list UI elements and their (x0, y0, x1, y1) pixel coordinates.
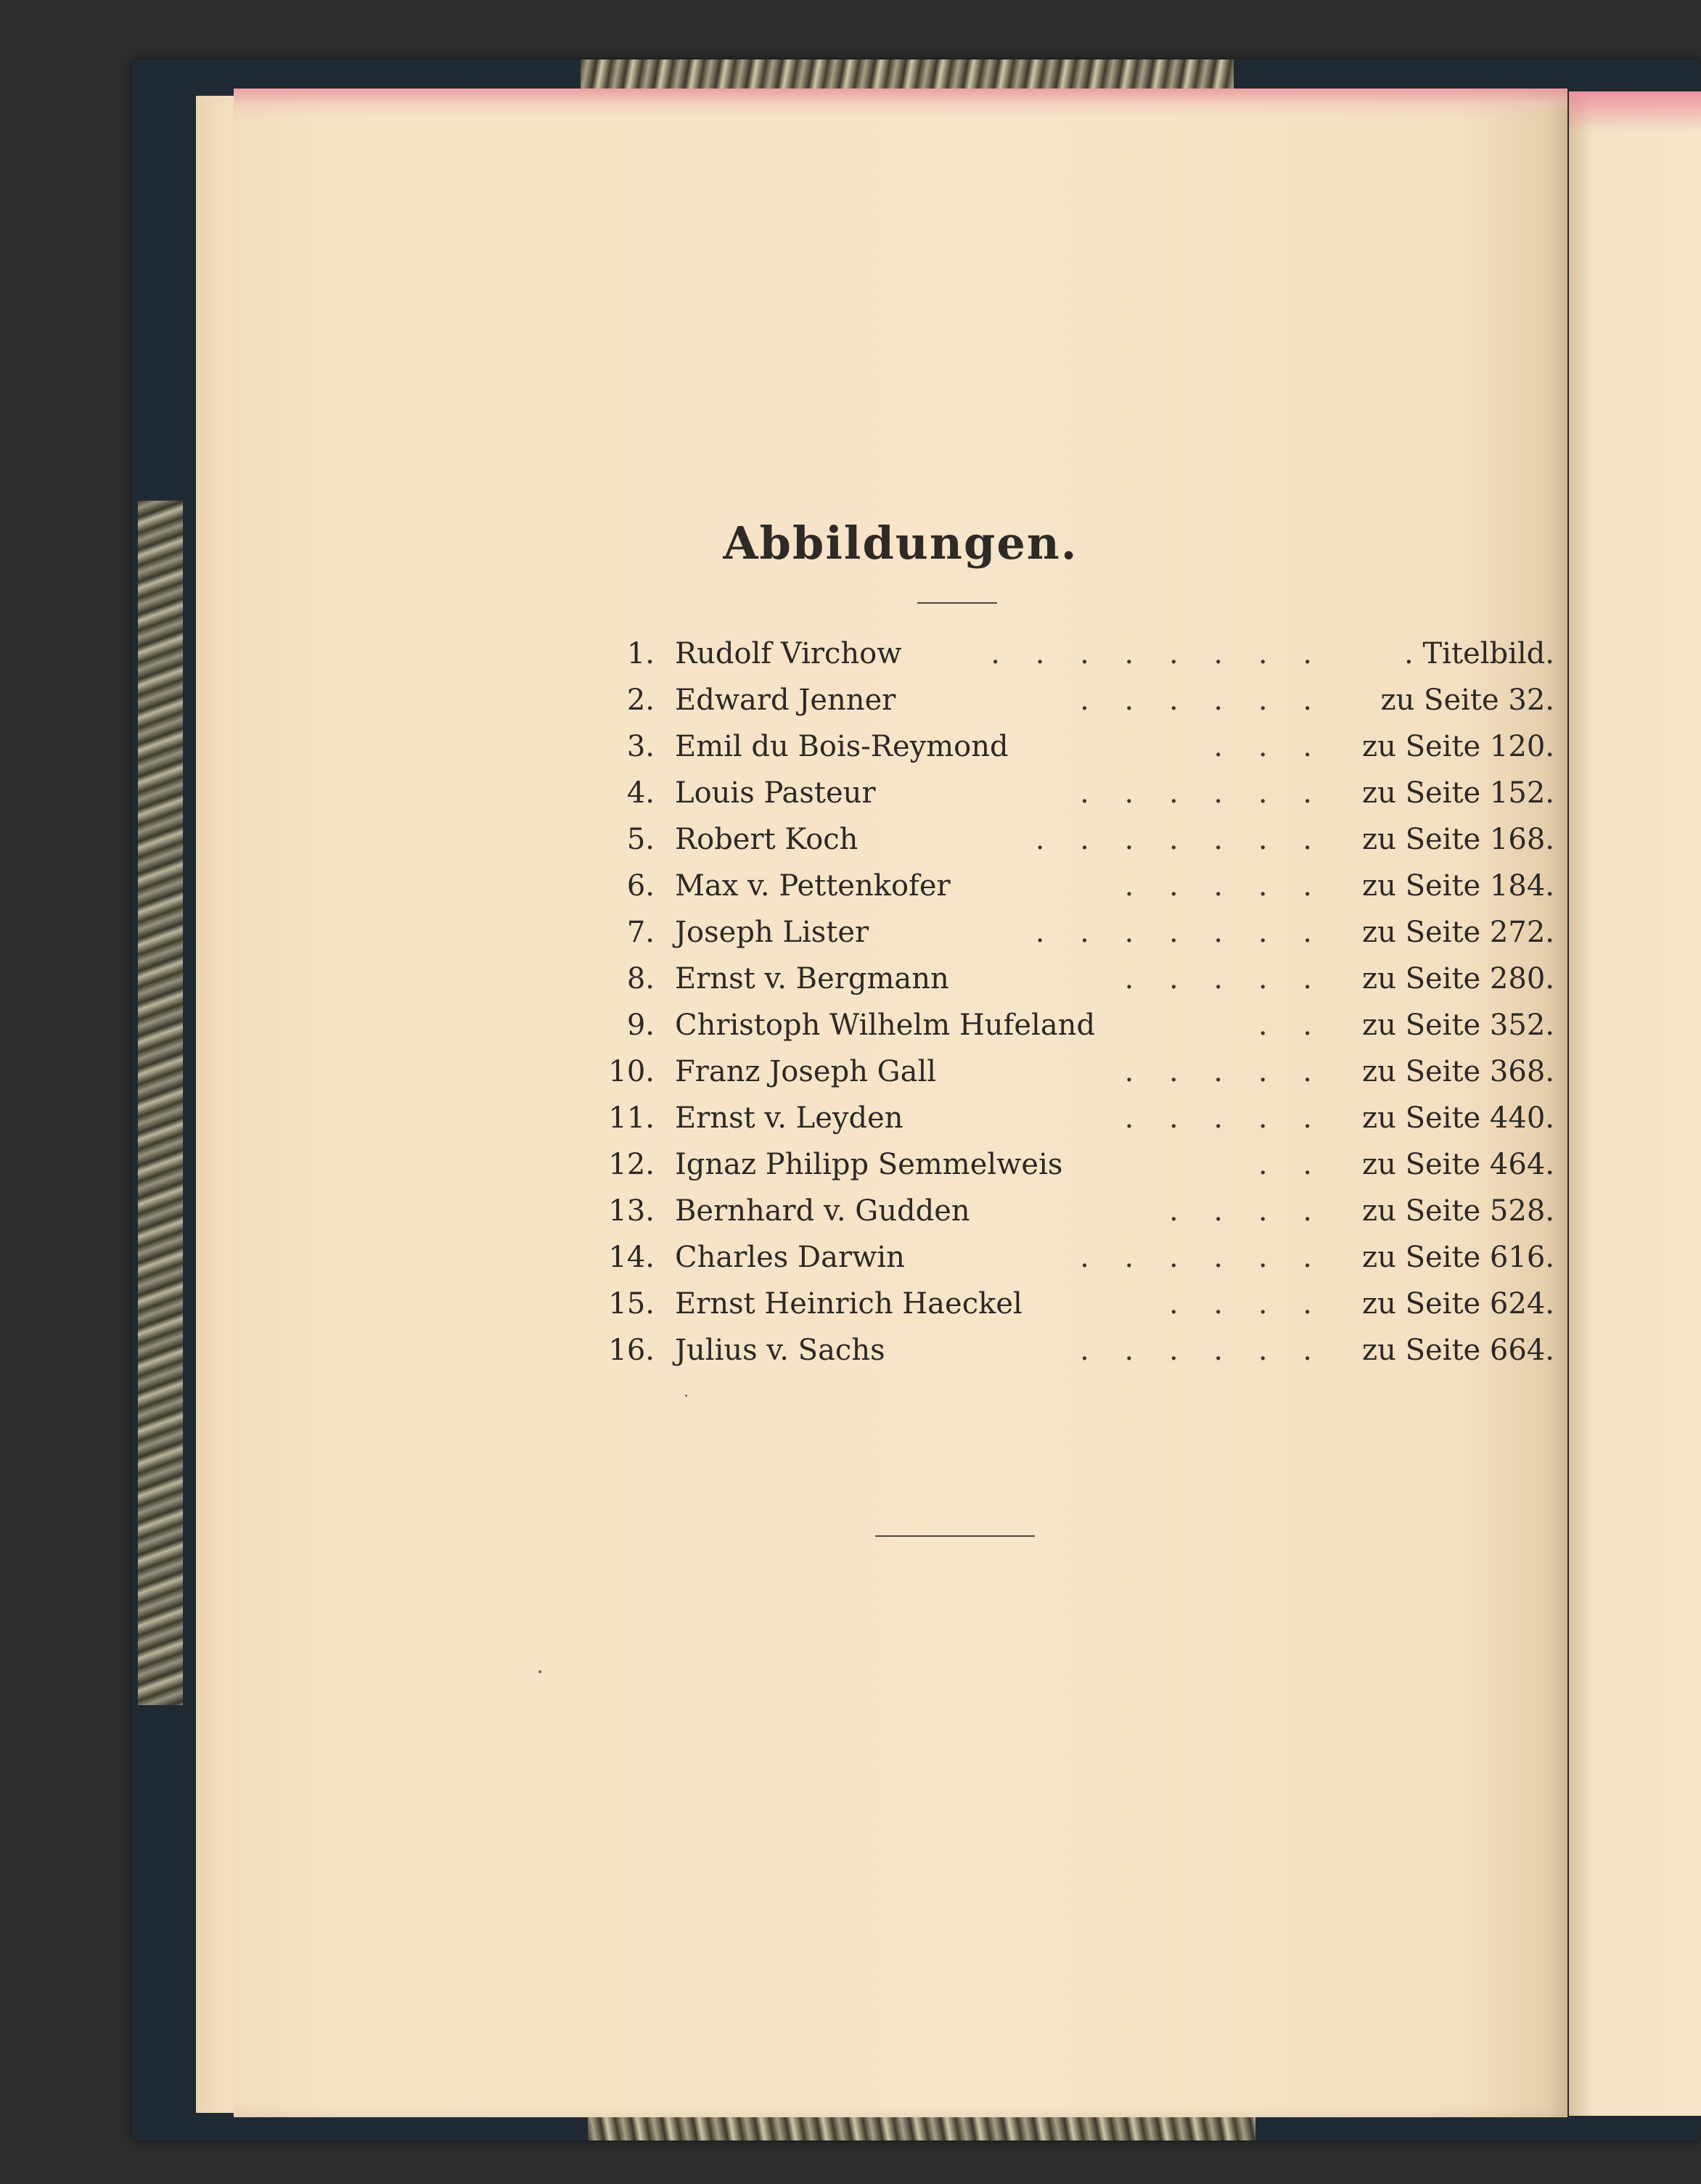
entry-page-reference: zu Seite 280. (1362, 962, 1554, 995)
entry-page-reference: zu Seite 528. (1362, 1194, 1554, 1228)
list-item (589, 1009, 1554, 1055)
entry-name: Robert Koch (675, 823, 858, 856)
entry-number: 12. (608, 1148, 655, 1181)
entry-number: 2. (626, 683, 655, 717)
entry-number: 7. (626, 916, 655, 949)
list-item (589, 1194, 1554, 1241)
entry-page-reference: . Titelbild. (1404, 637, 1554, 670)
entry-leader-dots: . . . . (1168, 1287, 1325, 1321)
entry-number: 8. (626, 962, 655, 995)
entry-name: Ernst v. Leyden (675, 1101, 903, 1135)
entry-number: 10. (608, 1055, 655, 1088)
entry-leader-dots: . . . . . (1124, 962, 1325, 995)
entry-leader-dots: . . . . . (1124, 1101, 1325, 1135)
entry-page-reference: zu Seite 616. (1362, 1241, 1554, 1274)
entry-page-reference: zu Seite 168. (1362, 823, 1554, 856)
entry-leader-dots: . . . . . . . . (991, 637, 1325, 670)
entry-number: 6. (626, 869, 655, 903)
entry-name: Max v. Pettenkofer (675, 869, 951, 903)
page-heading: Abbildungen. (723, 517, 1078, 570)
marbled-edge-bottom (588, 2114, 1255, 2140)
list-item (589, 916, 1554, 962)
list-item (589, 1055, 1554, 1101)
entry-page-reference: zu Seite 440. (1362, 1101, 1554, 1135)
list-item (589, 1101, 1554, 1148)
entry-leader-dots: . . . . . . (1080, 1241, 1325, 1274)
facing-page-top-edge (1569, 91, 1701, 132)
entry-name: Charles Darwin (675, 1241, 905, 1274)
entry-number: 13. (608, 1194, 655, 1228)
entry-number: 1. (626, 637, 655, 670)
marbled-edge-top (581, 59, 1234, 91)
list-item (589, 1334, 1554, 1380)
entry-leader-dots: . . . (1213, 730, 1325, 763)
book-page (234, 89, 1567, 2117)
entry-page-reference: zu Seite 272. (1362, 916, 1554, 949)
illustration-list (589, 637, 1554, 1380)
entry-leader-dots: . . (1258, 1009, 1325, 1042)
entry-leader-dots: . . . . . . . (1035, 823, 1325, 856)
list-item (589, 962, 1554, 1009)
list-item (589, 683, 1554, 730)
entry-name: Edward Jenner (675, 683, 896, 717)
entry-page-reference: zu Seite 368. (1362, 1055, 1554, 1088)
entry-name: Rudolf Virchow (675, 637, 902, 670)
marbled-spine-band (138, 501, 183, 1705)
entry-number: 14. (608, 1241, 655, 1274)
entry-name: Joseph Lister (675, 916, 869, 949)
list-item (589, 730, 1554, 776)
entry-name: Ernst Heinrich Haeckel (675, 1287, 1022, 1321)
entry-leader-dots: . . (1258, 1148, 1325, 1181)
entry-number: 3. (626, 730, 655, 763)
entry-name: Julius v. Sachs (675, 1334, 885, 1367)
entry-page-reference: zu Seite 664. (1362, 1334, 1554, 1367)
entry-number: 5. (626, 823, 655, 856)
entry-name: Louis Pasteur (675, 776, 876, 810)
entry-page-reference: zu Seite 32. (1380, 683, 1554, 717)
list-item (589, 869, 1554, 916)
paper-speck (538, 1670, 541, 1673)
entry-leader-dots: . . . . . (1124, 1055, 1325, 1088)
list-item (589, 1287, 1554, 1334)
entry-leader-dots: . . . . . (1124, 869, 1325, 903)
facing-page-edge (1569, 91, 1701, 2116)
entry-page-reference: zu Seite 352. (1362, 1009, 1554, 1042)
entry-leader-dots: . . . . . . (1080, 683, 1325, 717)
entry-number: 16. (608, 1334, 655, 1367)
entry-name: Bernhard v. Gudden (675, 1194, 970, 1228)
entry-page-reference: zu Seite 120. (1362, 730, 1554, 763)
page-top-edge (234, 89, 1567, 118)
closing-rule (875, 1535, 1035, 1537)
entry-number: 11. (608, 1101, 655, 1135)
paper-speck (685, 1395, 687, 1397)
entry-number: 4. (626, 776, 655, 810)
entry-page-reference: zu Seite 624. (1362, 1287, 1554, 1321)
entry-name: Franz Joseph Gall (675, 1055, 937, 1088)
entry-name: Emil du Bois-Reymond (675, 730, 1009, 763)
entry-leader-dots: . . . . . . . (1035, 916, 1325, 949)
entry-name: Ernst v. Bergmann (675, 962, 949, 995)
entry-page-reference: zu Seite 152. (1362, 776, 1554, 810)
entry-number: 9. (626, 1009, 655, 1042)
list-item (589, 1241, 1554, 1287)
entry-number: 15. (608, 1287, 655, 1321)
entry-leader-dots: . . . . . . (1080, 1334, 1325, 1367)
entry-leader-dots: . . . . . . (1080, 776, 1325, 810)
list-item (589, 776, 1554, 823)
entry-name: Christoph Wilhelm Hufeland (675, 1009, 1096, 1042)
list-item (589, 823, 1554, 869)
list-item (589, 1148, 1554, 1194)
heading-rule (917, 602, 997, 604)
entry-page-reference: zu Seite 464. (1362, 1148, 1554, 1181)
entry-name: Ignaz Philipp Semmelweis (675, 1148, 1063, 1181)
entry-page-reference: zu Seite 184. (1362, 869, 1554, 903)
list-item (589, 637, 1554, 683)
entry-leader-dots: . . . . (1168, 1194, 1325, 1228)
